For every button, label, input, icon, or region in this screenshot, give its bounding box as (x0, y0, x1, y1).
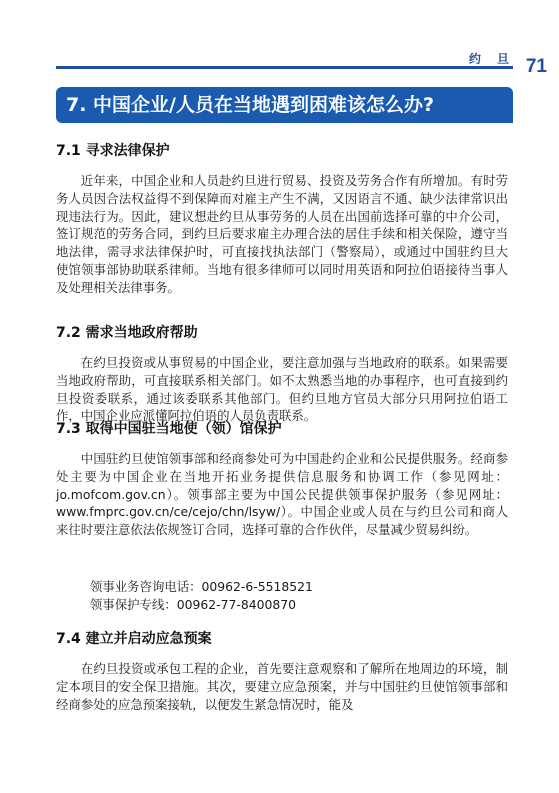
section-body-7-3: 中国驻约旦使馆领事部和经商参处可为中国赴约企业和公民提供服务。经商参处主要为中国企业在当地开拓业务提供信息服务和协调工作（参见网址：jo.mofcom.gov.cn）。领事部主要为中国公民提供领事保护服务（参见网址：www.fmprc.gov.cn/ce/cejo/chn/lsyw/）。中国企业或人员在与约旦公司和商人来往时要注意依法依规签订合同，选择可靠的合作伙伴，尽量减少贸易纠纷。 (56, 451, 508, 538)
chapter-banner (56, 87, 513, 123)
section-heading-7-2: 7.2 需求当地政府帮助 (56, 325, 198, 341)
consular-protection-hotline: 领事保护专线：00962-77-8400870 (90, 597, 297, 612)
section-body-7-1: 近年来，中国企业和人员赴约旦进行贸易、投资及劳务合作有所增加。有时劳务人员因合法权益得不到保障而对雇主产生不满，又因语言不通、缺少法律常识出现违法行为。因此，建议想赴约旦从事劳务的人员在出国前选择可靠的中介公司，签订规范的劳务合同，到约旦后要求雇主办理合法的居住手续和相关保险，遵守当地法律，需寻求法律保护时，可直接找执法部门（警察局），或通过中国驻约旦大使馆领事部协助联系律师。当地有很多律师可以同时用英语和阿拉伯语接待当事人及处理相关法律事务。 (56, 173, 508, 295)
section-body-7-4: 在约旦投资或承包工程的企业，首先要注意观察和了解所在地周边的环境，制定本项目的安全保卫措施。其次，要建立应急预案，并与中国驻约旦使馆领事部和经商参处的应急预案接轨，以便发生紧急情况时，能及 (56, 661, 508, 712)
section-heading-7-1: 7.1 寻求法律保护 (56, 143, 170, 159)
header-rule (56, 66, 513, 69)
country-name: 约 旦 (468, 52, 515, 66)
consular-inquiry-phone: 领事业务咨询电话：00962-6-5518521 (90, 579, 313, 594)
section-heading-7-4: 7.4 建立并启动应急预案 (56, 631, 212, 647)
page-number: 71 (525, 56, 547, 77)
chapter-title: 7. 中国企业/人员在当地遇到困难该怎么办? (66, 94, 435, 116)
section-heading-7-3: 7.3 取得中国驻当地使（领）馆保护 (56, 421, 282, 437)
section-body-7-2: 在约旦投资或从事贸易的中国企业，要注意加强与当地政府的联系。如果需要当地政府帮助，可直接联系相关部门。如不太熟悉当地的办事程序，也可直接到约旦投资委联系，通过该委联系其他部门。但约旦地方官员大部分只用阿拉伯语工作，中国企业应派懂阿拉伯语的人员负责联系。 (56, 355, 508, 424)
